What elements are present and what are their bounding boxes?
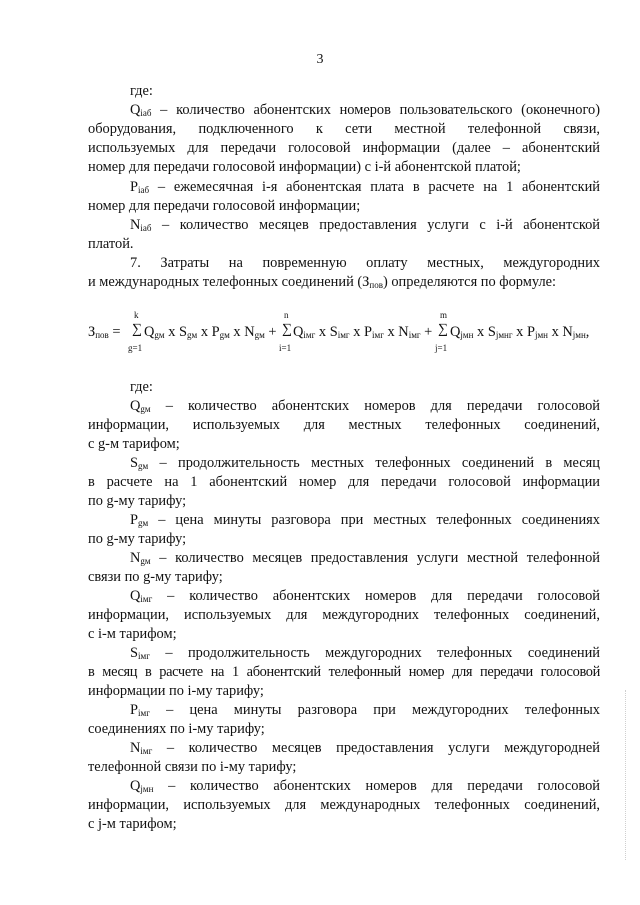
def-qjmn-line1: $Q_{jмн}$ – количество абонентских номеров для передачи голосовой [130, 778, 600, 794]
def-sgm-line2: в расчете на 1 абонентский номер для передачи голосовой информации [88, 474, 600, 490]
sum2-upper: n [284, 310, 289, 320]
def-nimg-line1: $N_{iмг}$ – количество месяцев предоставления услуги междугородней [130, 740, 600, 756]
def-simg-line3: информации по i-му тарифу; [88, 683, 264, 699]
def-piab-line1: $P_{iаб}$ – ежемесячная i-я абонентская плата в расчете на 1 абонентский [130, 179, 600, 195]
def-qiab-line2: оборудования, подключенного к сети местной телефонной связи, [88, 121, 600, 137]
def-piab-line2: номер для передачи голосовой информации; [88, 198, 361, 214]
sum3-upper: m [440, 310, 448, 320]
sum2-lower: i=1 [279, 343, 292, 353]
def-niab-line1: $N_{iаб}$ – количество месяцев предоставления услуги с i-й абонентской [130, 217, 600, 233]
def-ngm-line2: связи по g-му тарифу; [88, 569, 223, 585]
sum1-lower: g=1 [128, 343, 143, 353]
def-ngm-line1: $N_{gм}$ – количество месяцев предоставления услуги местной телефонной [130, 550, 600, 566]
def-simg-line1: $S_{iмг}$ – продолжительность междугородних телефонных соединений [130, 645, 600, 661]
def-qgm-line3: с g-м тарифом; [88, 436, 180, 452]
formula-term-local: $Q_{gм}$ x $S_{gм}$ x $P_{gм}$ x $N_{gм}$ + [144, 324, 277, 340]
formula-zpov [88, 310, 600, 360]
def-sgm-line3: по g-му тарифу; [88, 493, 187, 509]
def-qimg-line3: с i-м тарифом; [88, 626, 177, 642]
def-niab-line2: платой. [88, 236, 134, 252]
item7-line2: и международных телефонных соединений $(З_{пов})$ определяются по формуле: [88, 274, 557, 290]
item7-line1: 7. Затраты на повременную оплату местных, междугородних [130, 255, 600, 271]
def-pimg-line1: $P_{iмг}$ – цена минуты разговора при междугородних телефонных [130, 702, 600, 718]
formula-lhs: $З_{пов}$ = [88, 324, 121, 340]
formula-term-international: $Q_{jмн}$ x $S_{jмнг}$ x $P_{jмн}$ x $N_{jмн}$, [450, 324, 590, 340]
def-nimg-line2: телефонной связи по i-му тарифу; [88, 759, 297, 775]
def-sgm-line1: $S_{gм}$ – продолжительность местных телефонных соединений в месяц [130, 455, 600, 471]
def-qgm-line1: $Q_{gм}$ – количество абонентских номеров для передачи голосовой [130, 398, 600, 414]
def-qimg-line2: информации, используемых для междугородних телефонных соединений, [88, 607, 600, 623]
def-pimg-line2: соединениях по i-му тарифу; [88, 721, 265, 737]
where-label-1: где: [130, 83, 153, 99]
sum3-sigma: ∑ [438, 322, 448, 337]
def-simg-line2: в месяц в расчете на 1 абонентский телефонный номер для передачи голосовой [88, 664, 600, 680]
where-label-2: где: [130, 379, 153, 395]
sum1-sigma: ∑ [132, 322, 142, 337]
def-pgm-line2: по g-му тарифу; [88, 531, 187, 547]
margin-scan-mark [625, 690, 632, 860]
sum3-lower: j=1 [435, 343, 448, 353]
sum2-sigma: ∑ [282, 322, 292, 337]
sum1-upper: k [134, 310, 139, 320]
def-pgm-line1: $P_{gм}$ – цена минуты разговора при местных телефонных соединениях [130, 512, 600, 528]
page-number: 3 [316, 52, 324, 67]
def-qgm-line2: информации, используемых для местных телефонных соединений, [88, 417, 600, 433]
def-qjmn-line2: информации, используемых для международных телефонных соединений, [88, 797, 600, 813]
def-qiab-line3: используемых для передачи голосовой информации (далее – абонентский [88, 140, 600, 156]
def-qiab-line1: $Q_{iаб}$ – количество абонентских номеров пользовательского (оконечного) [130, 102, 600, 118]
def-qiab-line4: номер для передачи голосовой информации) с i-й абонентской платой; [88, 159, 521, 175]
def-qjmn-line3: с j-м тарифом; [88, 816, 177, 832]
formula-term-longdistance: $Q_{iмг}$ x $S_{iмг}$ x $P_{iмг}$ x $N_{iмг}$ + [293, 324, 433, 340]
def-qimg-line1: $Q_{iмг}$ – количество абонентских номеров для передачи голосовой [130, 588, 600, 604]
